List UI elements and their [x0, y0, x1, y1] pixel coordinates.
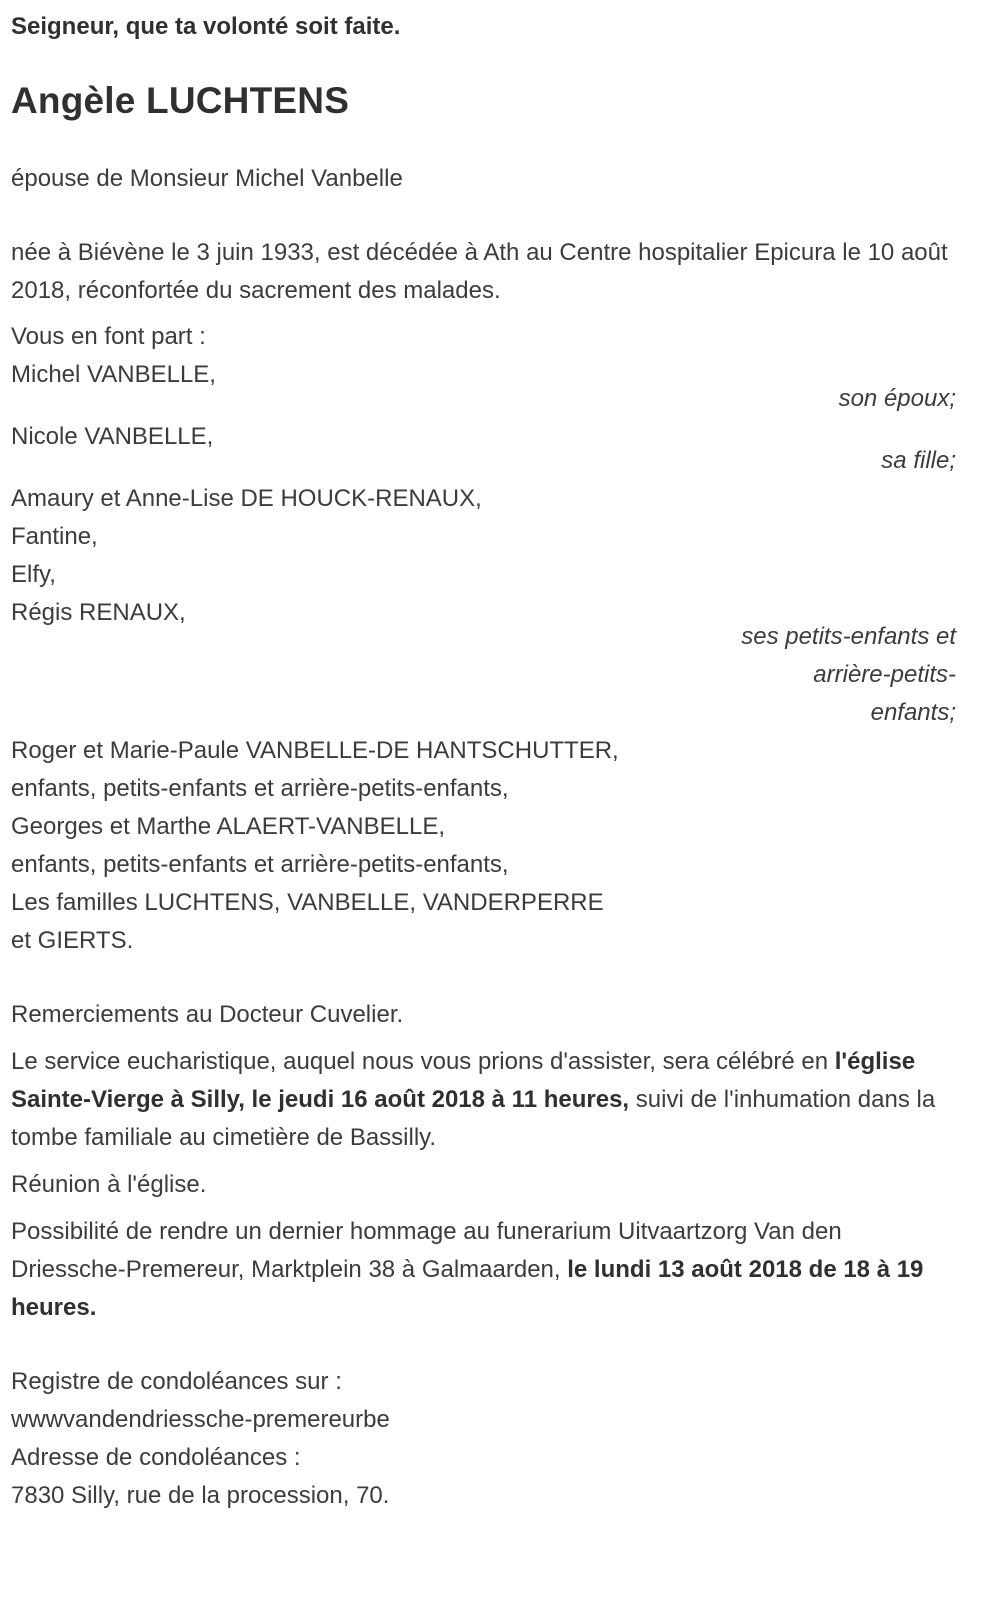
- family-member: Elfy,: [11, 561, 56, 588]
- family-member: Georges et Marthe ALAERT-VANBELLE,: [11, 813, 445, 840]
- service-text-before: Le service eucharistique, auquel nous vous prions d'assister, sera célébré en: [11, 1048, 835, 1075]
- service-paragraph: [11, 1043, 956, 1157]
- spouse-line: épouse de Monsieur Michel Vanbelle: [11, 165, 403, 192]
- family-member: Roger et Marie-Paule VANBELLE-DE HANTSCHUTTER,: [11, 737, 619, 764]
- tribute-text-before: Possibilité de rendre un dernier hommage au funerarium Uitvaartzorg Van den Driessche-Premereur, Marktplein 38 à Galmaarden,: [11, 1218, 842, 1283]
- family-member: Michel VANBELLE,: [11, 361, 216, 388]
- condolence-register-label: Registre de condoléances sur :: [11, 1368, 342, 1395]
- thanks-paragraph: Remerciements au Docteur Cuvelier.: [11, 1001, 404, 1028]
- family-group-grandchildren: [11, 480, 956, 732]
- family-group-spouse: [11, 356, 956, 418]
- family-member: Fantine,: [11, 523, 98, 550]
- family-member: Nicole VANBELLE,: [11, 423, 214, 450]
- service-text-after: suivi de l'inhumation dans la tombe familiale au cimetière de Bassilly.: [11, 1086, 936, 1151]
- family-list: [11, 356, 956, 960]
- deceased-name: Angèle LUCHTENS: [11, 80, 350, 121]
- condolence-register-site: wwwvandendriessche-premereurbe: [11, 1406, 390, 1433]
- death-notice: née à Biévène le 3 juin 1933, est décédée à Ath au Centre hospitalier Epicura le 10 août 2018, réconfortée du sacrement des malades.: [11, 239, 948, 304]
- family-group-daughter: [11, 418, 956, 480]
- relation-label: son époux;: [838, 385, 956, 412]
- meeting-paragraph: Réunion à l'église.: [11, 1171, 207, 1198]
- family-member: Amaury et Anne-Lise DE HOUCK-RENAUX,: [11, 485, 482, 512]
- family-member: Régis RENAUX,: [11, 599, 186, 626]
- condolence-address: 7830 Silly, rue de la procession, 70.: [11, 1482, 390, 1509]
- service-text-bold: l'église Sainte-Vierge à Silly, le jeudi 16 août 2018 à 11 heures,: [11, 1048, 916, 1113]
- family-member: enfants, petits-enfants et arrière-petits-enfants,: [11, 775, 509, 802]
- condolence-address-label: Adresse de condoléances :: [11, 1444, 301, 1471]
- relation-label: ses petits-enfants et arrière-petits-enfants;: [741, 623, 956, 726]
- family-member: et GIERTS.: [11, 927, 134, 954]
- tribute-paragraph: [11, 1213, 956, 1327]
- tribute-text-bold: le lundi 13 août 2018 de 18 à 19 heures.: [11, 1256, 924, 1321]
- family-member: enfants, petits-enfants et arrière-petits-enfants,: [11, 851, 509, 878]
- relation-label: sa fille;: [881, 447, 956, 474]
- condolences-block: [11, 1363, 956, 1515]
- announcement-intro: Vous en font part :: [11, 323, 206, 350]
- family-group-extended: [11, 732, 956, 960]
- family-member: Les familles LUCHTENS, VANBELLE, VANDERPERRE: [11, 889, 604, 916]
- epigraph: Seigneur, que ta volonté soit faite.: [11, 13, 401, 40]
